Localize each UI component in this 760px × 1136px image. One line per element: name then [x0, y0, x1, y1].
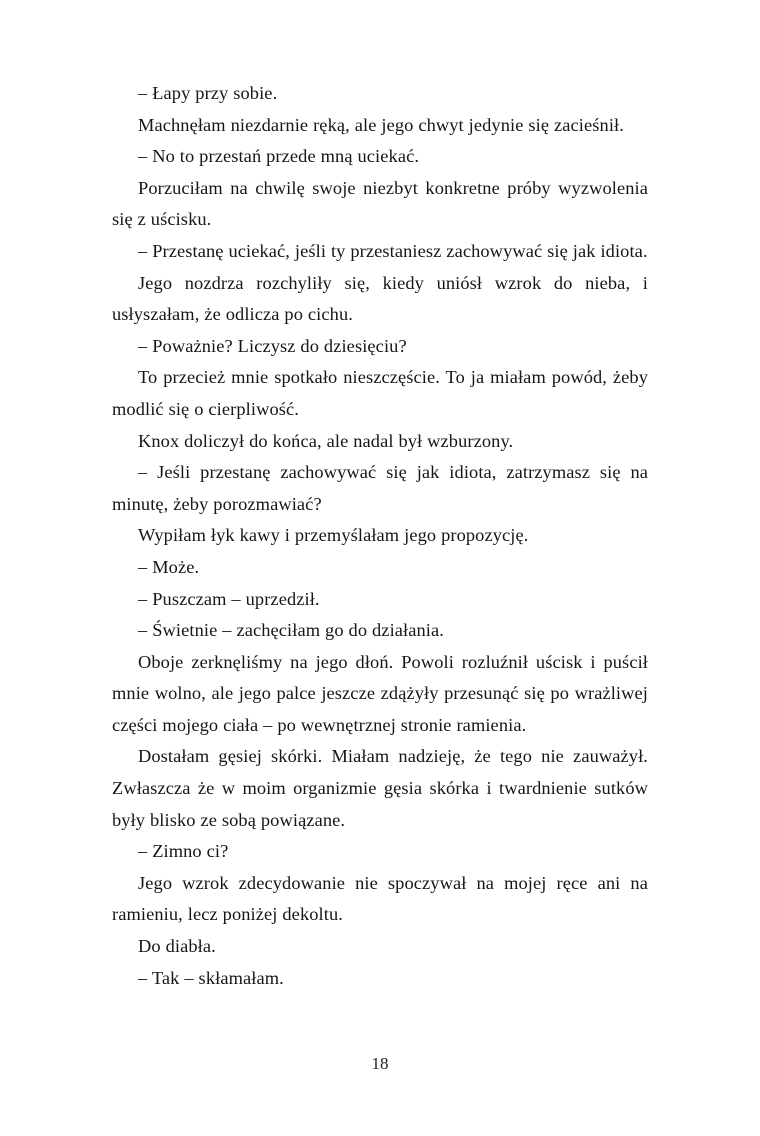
paragraph: Oboje zerknęliśmy na jego dłoń. Powoli rozluźnił uścisk i puścił mnie wolno, ale jego palce jeszcze zdążyły przesunąć się po wrażliwej części mojego ciała – po wewnętrznej stronie ramienia.: [112, 651, 648, 735]
paragraph: – Przestanę uciekać, jeśli ty przestaniesz zachowywać się jak idiota.: [138, 240, 648, 261]
paragraph: – Tak – skłamałam.: [138, 967, 284, 988]
paragraph: Knox doliczył do końca, ale nadal był wzburzony.: [138, 430, 514, 451]
paragraph: Do diabła.: [138, 936, 216, 957]
paragraph: – Łapy przy sobie.: [138, 83, 278, 103]
paragraph: Porzuciłam na chwilę swoje niezbyt konkretne próby wyzwolenia się z uścisku.: [112, 177, 648, 230]
paragraph: To przecież mnie spotkało nieszczęście. To ja miałam powód, żeby modlić się o cierpliwość.: [112, 367, 648, 419]
paragraph: – Jeśli przestanę zachowywać się jak idiota, zatrzymasz się na minutę, żeby porozmawiać?: [112, 462, 648, 514]
paragraph: Wypiłam łyk kawy i przemyślałam jego propozycję.: [138, 525, 529, 546]
paragraph: – No to przestań przede mną uciekać.: [138, 146, 420, 167]
paragraph: Jego wzrok zdecydowanie nie spoczywał na mojej ręce ani na ramieniu, lecz poniżej dekoltu.: [112, 872, 648, 925]
page-number: 18: [371, 1054, 389, 1073]
paragraph: – Puszczam – uprzedził.: [138, 588, 320, 609]
paragraph: Jego nozdrza rozchyliły się, kiedy uniósł wzrok do nieba, i usłyszałam, że odlicza po cichu.: [112, 272, 648, 325]
paragraph: – Może.: [138, 556, 200, 577]
paragraph: – Świetnie – zachęciłam go do działania.: [138, 620, 444, 641]
paragraph: Machnęłam niezdarnie ręką, ale jego chwyt jedynie się zacieśnił.: [138, 114, 624, 135]
paragraph: – Zimno ci?: [138, 841, 229, 862]
paragraph: – Poważnie? Liczysz do dziesięciu?: [138, 335, 407, 356]
page-text-block: [112, 78, 648, 994]
paragraph: Dostałam gęsiej skórki. Miałam nadzieję, że tego nie zauważył. Zwłaszcza że w moim organizmie gęsia skórka i twardnienie sutków były blisko ze sobą powiązane.: [112, 746, 648, 830]
